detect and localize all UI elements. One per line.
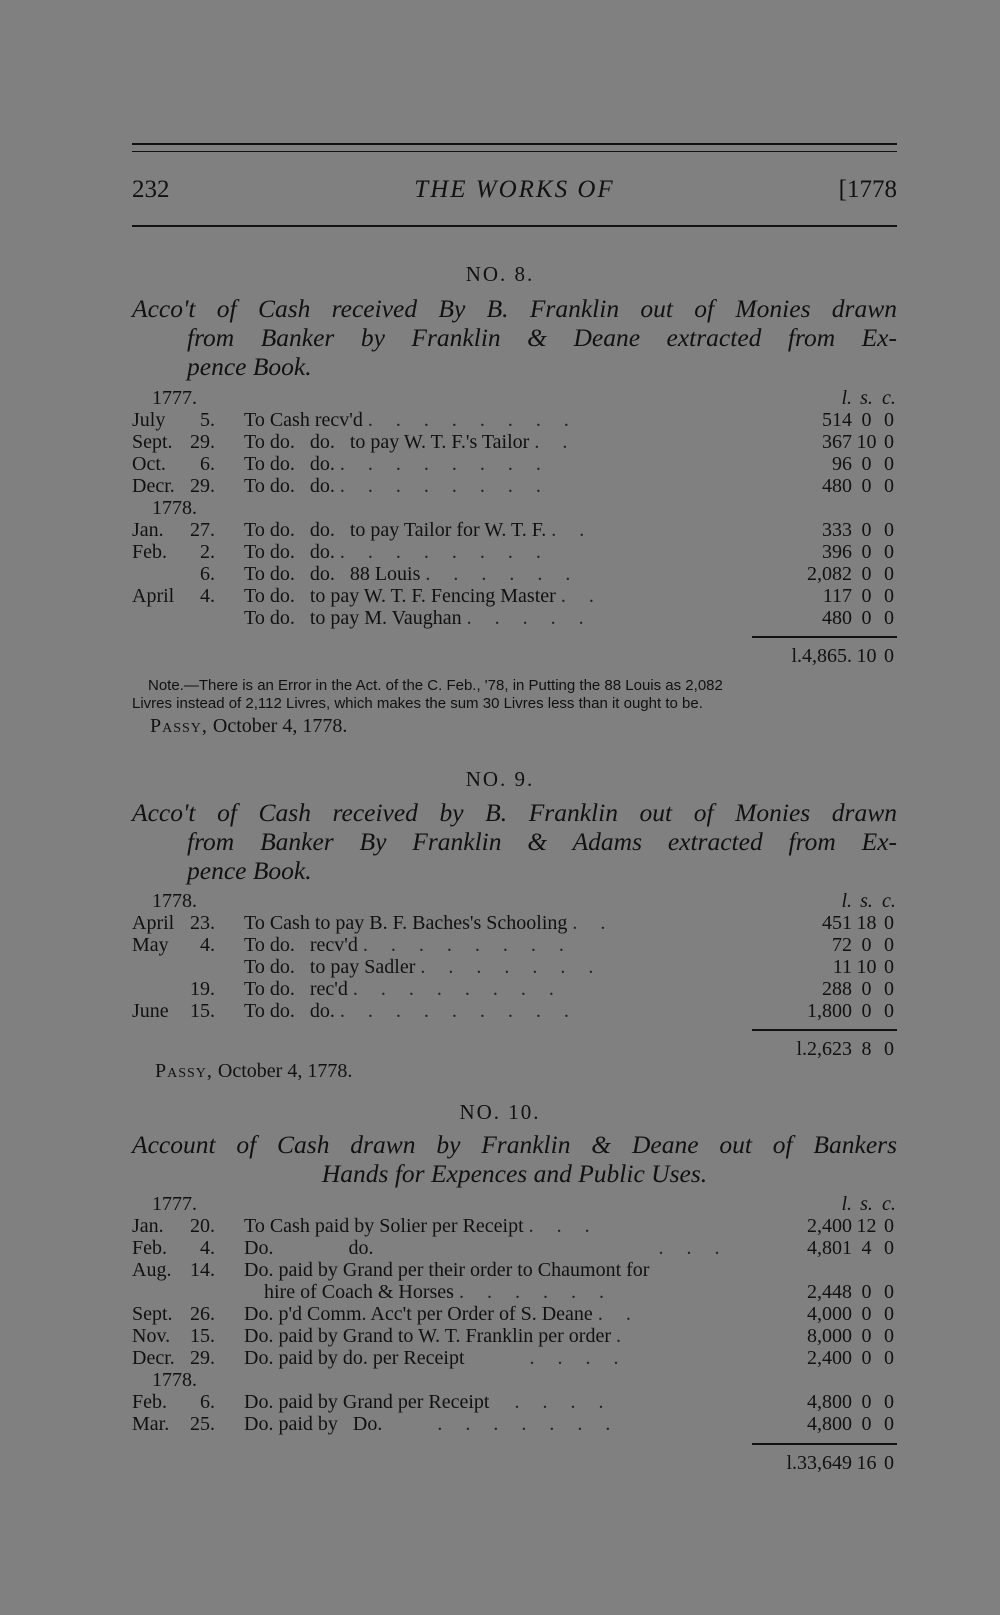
title-line: Hands for Expences and Public Uses. xyxy=(321,1159,708,1188)
amount-deniers: 0 xyxy=(884,1215,894,1237)
entry-to: Do. xyxy=(244,1237,274,1259)
date-text: October 4, 1778. xyxy=(217,1060,353,1082)
ledger-row xyxy=(132,431,897,453)
amount-deniers: 0 xyxy=(884,519,894,541)
entry-to: Do. xyxy=(244,1347,274,1369)
entry-day: 6. xyxy=(200,453,215,475)
amount-deniers: 0 xyxy=(884,1413,894,1435)
ledger-row xyxy=(132,934,897,956)
amount-deniers: 0 xyxy=(884,1281,894,1303)
amount-livres: 2,400 xyxy=(807,1215,852,1237)
entry-day: 6. xyxy=(200,1391,215,1413)
amount-deniers: 0 xyxy=(884,475,894,497)
ledger-row xyxy=(132,453,897,475)
section-title xyxy=(132,294,897,381)
amount-livres: 4,000 xyxy=(807,1303,852,1325)
total-livres: l.4,865. xyxy=(791,645,852,667)
entry-month: June xyxy=(132,1000,169,1022)
entry-to: To xyxy=(244,519,265,541)
entry-to: To xyxy=(244,934,265,956)
entry-day: 29. xyxy=(190,431,215,453)
ledger-row xyxy=(132,1215,897,1237)
entry-desc: paid by Grand per their order to Chaumont for xyxy=(278,1259,650,1281)
leader-dots: . . xyxy=(572,912,615,934)
top-rule xyxy=(132,143,897,145)
entry-month: Decr. xyxy=(132,475,175,497)
ledger-row xyxy=(132,1347,897,1369)
amount-livres: 396 xyxy=(822,541,852,563)
footnote xyxy=(132,677,897,713)
entry-desc: do. rec'd xyxy=(269,978,348,1000)
entry-day: 29. xyxy=(190,1347,215,1369)
amount-livres: 117 xyxy=(822,585,852,607)
amount-deniers: 0 xyxy=(884,1325,894,1347)
col-deniers: c. xyxy=(882,890,896,912)
amount-sous: 0 xyxy=(861,541,872,563)
col-livres: l. xyxy=(841,387,852,409)
entry-month: Oct. xyxy=(132,453,166,475)
amount-livres: 11 xyxy=(832,956,852,978)
amount-sous: 0 xyxy=(861,585,872,607)
entry-to: Do. xyxy=(244,1325,274,1347)
entry-to: To xyxy=(244,912,265,934)
entry-to: Do. xyxy=(244,1391,274,1413)
leader-dots: . . . . . . . . xyxy=(362,934,573,956)
amount-deniers: 0 xyxy=(884,1347,894,1369)
leader-dots: . . . . . . . xyxy=(420,956,603,978)
running-title: THE WORKS OF xyxy=(414,176,615,203)
amount-livres: 2,448 xyxy=(807,1281,852,1303)
entry-month: July xyxy=(132,409,166,431)
year-label: 1777. xyxy=(152,387,197,409)
amount-deniers: 0 xyxy=(884,563,894,585)
entry-month: Nov. xyxy=(132,1325,171,1347)
year-label: 1778. xyxy=(152,1369,197,1391)
ledger-row xyxy=(132,1303,897,1325)
entry-desc: Cash recv'd xyxy=(269,409,363,431)
leader-dots: . . . . . . . . . xyxy=(339,1000,578,1022)
leader-dots: . . . . . . . . xyxy=(339,475,550,497)
amount-livres: 288 xyxy=(822,978,852,1000)
entry-day: 14. xyxy=(190,1259,215,1281)
amount-livres: 480 xyxy=(822,475,852,497)
entry-month: Mar. xyxy=(132,1413,170,1435)
entry-to: To xyxy=(244,541,265,563)
leader-dots: . xyxy=(615,1325,630,1347)
entry-to: Do. xyxy=(244,1303,274,1325)
entry-desc: do. to pay M. Vaughan xyxy=(269,607,462,629)
entry-day: 19. xyxy=(190,978,215,1000)
title-line: pence Book. xyxy=(187,856,312,885)
entry-day: 15. xyxy=(190,1325,215,1347)
ledger-row xyxy=(132,585,897,607)
title-line: Acco't of Cash received by B. Franklin out of Monies drawn xyxy=(132,798,897,827)
entry-to: To xyxy=(244,431,265,453)
amount-sous: 0 xyxy=(861,1347,872,1369)
entry-day: 29. xyxy=(190,475,215,497)
total-sous: 16 xyxy=(856,1452,877,1474)
entry-desc: do. do. to pay Tailor for W. T. F. xyxy=(269,519,547,541)
leader-dots: . . xyxy=(560,585,603,607)
entry-month: Jan. xyxy=(132,1215,164,1237)
amount-sous: 0 xyxy=(861,1391,872,1413)
entry-desc: do. xyxy=(348,1237,374,1259)
ledger-column-header xyxy=(132,1193,897,1215)
entry-to: To xyxy=(244,585,265,607)
entry-month: Feb. xyxy=(132,1237,167,1259)
leader-dots: . . . . . . . . xyxy=(339,541,550,563)
entry-day: 20. xyxy=(190,1215,215,1237)
top-rule-thin xyxy=(132,151,897,152)
total-sous: 10 xyxy=(856,645,877,667)
entry-desc: hire of Coach & Horses xyxy=(264,1281,454,1303)
entry-desc: paid by Grand to W. T. Franklin per order xyxy=(278,1325,611,1347)
amount-sous: 0 xyxy=(861,934,872,956)
entry-month: April xyxy=(132,912,175,934)
place-name: Passy, xyxy=(155,1060,213,1082)
amount-sous: 0 xyxy=(861,475,872,497)
entry-to: Do. xyxy=(244,1259,274,1281)
amount-livres: 2,400 xyxy=(807,1347,852,1369)
entry-to: To xyxy=(244,1000,265,1022)
sum-rule xyxy=(752,1029,897,1031)
entry-month: Feb. xyxy=(132,1391,167,1413)
amount-livres: 96 xyxy=(832,453,852,475)
place-name: Passy, xyxy=(150,715,208,737)
ledger-row xyxy=(132,1000,897,1022)
entry-desc: do. do. xyxy=(269,475,335,497)
amount-sous: 0 xyxy=(861,1000,872,1022)
title-line: Acco't of Cash received By B. Franklin out of Monies drawn xyxy=(132,294,897,323)
entry-month: Aug. xyxy=(132,1259,172,1281)
header-rule xyxy=(132,225,897,227)
ledger-row xyxy=(132,1391,897,1413)
entry-month: Decr. xyxy=(132,1347,175,1369)
col-sous: s. xyxy=(860,387,873,409)
amount-livres: 4,800 xyxy=(807,1391,852,1413)
amount-deniers: 0 xyxy=(884,1303,894,1325)
leader-dots: . . . . . . . . xyxy=(339,453,550,475)
amount-deniers: 0 xyxy=(884,978,894,1000)
entry-to: To xyxy=(244,563,265,585)
ledger-row xyxy=(132,1413,897,1435)
leader-dots: . . . . . . xyxy=(425,563,580,585)
entry-desc: do. do. xyxy=(269,541,335,563)
year-label: 1777. xyxy=(152,1193,197,1215)
ledger-row xyxy=(132,1237,897,1259)
amount-livres: 8,000 xyxy=(807,1325,852,1347)
leader-dots: . . . . xyxy=(529,1347,628,1369)
ledger-row xyxy=(132,956,897,978)
ledger-row xyxy=(132,607,897,629)
entry-to: To xyxy=(244,409,265,431)
ledger-column-header xyxy=(132,387,897,409)
entry-to: To xyxy=(244,607,265,629)
col-sous: s. xyxy=(860,1193,873,1215)
amount-deniers: 0 xyxy=(884,1000,894,1022)
entry-desc: Cash to pay B. F. Baches's Schooling xyxy=(269,912,568,934)
ledger-row xyxy=(132,519,897,541)
amount-sous: 0 xyxy=(861,519,872,541)
leader-dots: . . . . xyxy=(514,1391,613,1413)
entry-to: To xyxy=(244,978,265,1000)
entry-day: 4. xyxy=(200,585,215,607)
footnote-line: Livres instead of 2,112 Livres, which makes the sum 30 Livres less than it ought to be. xyxy=(132,695,703,712)
entry-day: 23. xyxy=(190,912,215,934)
amount-sous: 0 xyxy=(861,1413,872,1435)
entry-day: 27. xyxy=(190,519,215,541)
total-deniers: 0 xyxy=(884,645,894,667)
amount-deniers: 0 xyxy=(884,607,894,629)
col-sous: s. xyxy=(860,890,873,912)
amount-deniers: 0 xyxy=(884,956,894,978)
amount-sous: 10 xyxy=(856,431,877,453)
year-label: 1778. xyxy=(152,497,197,519)
ledger-year-row xyxy=(132,497,897,519)
page-number: 232 xyxy=(132,176,170,203)
entry-desc: do. recv'd xyxy=(269,934,358,956)
leader-dots: . . . . . . . . xyxy=(367,409,578,431)
year-label: 1778. xyxy=(152,890,197,912)
ledger-row xyxy=(132,409,897,431)
amount-sous: 0 xyxy=(861,1303,872,1325)
sum-rule xyxy=(752,1443,897,1445)
leader-dots: . . . xyxy=(528,1215,599,1237)
entry-day: 26. xyxy=(190,1303,215,1325)
entry-desc: paid by Grand per Receipt xyxy=(278,1391,490,1413)
leader-dots: . . xyxy=(597,1303,640,1325)
col-livres: l. xyxy=(841,890,852,912)
ledger-total-row xyxy=(132,1452,897,1474)
section-title xyxy=(132,798,897,885)
ledger-row xyxy=(132,912,897,934)
total-livres: l.2,623 xyxy=(796,1038,852,1060)
entry-day: 25. xyxy=(190,1413,215,1435)
entry-desc: do. do. 88 Louis xyxy=(269,563,421,585)
col-deniers: c. xyxy=(882,1193,896,1215)
amount-sous: 0 xyxy=(861,563,872,585)
entry-desc: do. to pay W. T. F. Fencing Master xyxy=(269,585,556,607)
amount-deniers: 0 xyxy=(884,1237,894,1259)
entry-month: Feb. xyxy=(132,541,167,563)
ledger-row xyxy=(132,1259,897,1281)
amount-sous: 4 xyxy=(861,1237,872,1259)
entry-day: 4. xyxy=(200,934,215,956)
amount-livres: 333 xyxy=(822,519,852,541)
entry-desc: Cash paid by Solier per Receipt xyxy=(269,1215,524,1237)
ledger-row xyxy=(132,541,897,563)
entry-desc: do. do. to pay W. T. F.'s Tailor xyxy=(269,431,530,453)
ledger-row xyxy=(132,475,897,497)
amount-livres: 451 xyxy=(822,912,852,934)
amount-deniers: 0 xyxy=(884,453,894,475)
col-deniers: c. xyxy=(882,387,896,409)
title-line: from Banker by Franklin & Deane extracted from Ex- xyxy=(187,323,897,352)
amount-sous: 12 xyxy=(856,1215,877,1237)
running-header xyxy=(132,176,897,212)
entry-to: To xyxy=(244,453,265,475)
amount-livres: 2,082 xyxy=(807,563,852,585)
total-livres: l.33,649 xyxy=(786,1452,852,1474)
ledger-year-row xyxy=(132,1369,897,1391)
amount-sous: 0 xyxy=(861,607,872,629)
entry-month: Jan. xyxy=(132,519,164,541)
entry-desc: paid by Do. xyxy=(278,1413,383,1435)
section-number: NO. 10. xyxy=(459,1100,541,1124)
amount-sous: 10 xyxy=(856,956,877,978)
amount-livres: 514 xyxy=(822,409,852,431)
ledger-row xyxy=(132,978,897,1000)
title-line: from Banker By Franklin & Adams extracted from Ex- xyxy=(187,827,897,856)
entry-desc: do. to pay Sadler xyxy=(269,956,416,978)
total-deniers: 0 xyxy=(884,1452,894,1474)
amount-livres: 1,800 xyxy=(807,1000,852,1022)
section-number: NO. 9. xyxy=(465,767,535,791)
amount-livres: 4,800 xyxy=(807,1413,852,1435)
amount-deniers: 0 xyxy=(884,1391,894,1413)
entry-day: 2. xyxy=(200,541,215,563)
entry-desc: do. do. xyxy=(269,453,335,475)
amount-sous: 0 xyxy=(861,1281,872,1303)
total-deniers: 0 xyxy=(884,1038,894,1060)
amount-deniers: 0 xyxy=(884,934,894,956)
ledger-row xyxy=(132,563,897,585)
title-line: Account of Cash drawn by Franklin & Deane out of Bankers xyxy=(132,1130,897,1159)
col-livres: l. xyxy=(841,1193,852,1215)
amount-livres: 367 xyxy=(822,431,852,453)
running-year: [1778 xyxy=(838,176,897,203)
entry-to: To xyxy=(244,475,265,497)
entry-to: To xyxy=(244,1215,265,1237)
amount-deniers: 0 xyxy=(884,585,894,607)
amount-sous: 18 xyxy=(856,912,877,934)
amount-sous: 0 xyxy=(861,409,872,431)
entry-desc: p'd Comm. Acc't per Order of S. Deane xyxy=(278,1303,593,1325)
entry-item xyxy=(244,1259,873,1281)
entry-day: 15. xyxy=(190,1000,215,1022)
entry-day: 4. xyxy=(200,1237,215,1259)
amount-deniers: 0 xyxy=(884,409,894,431)
leader-dots: . . . . . . xyxy=(458,1281,613,1303)
ledger-row xyxy=(132,1325,897,1347)
place-date xyxy=(155,1060,352,1083)
entry-day: 6. xyxy=(200,563,215,585)
leader-dots: . . . . . xyxy=(466,607,593,629)
leader-dots: . . xyxy=(534,431,577,453)
sum-rule xyxy=(752,636,897,638)
place-date xyxy=(150,715,347,738)
date-text: October 4, 1778. xyxy=(212,715,348,737)
entry-month: Sept. xyxy=(132,431,173,453)
section-number: NO. 8. xyxy=(465,262,535,286)
leader-dots: . . . . . . . . xyxy=(352,978,563,1000)
entry-desc: do. do. xyxy=(269,1000,335,1022)
section-title xyxy=(132,1130,897,1188)
ledger-row-continued xyxy=(132,1281,897,1303)
amount-deniers: 0 xyxy=(884,912,894,934)
amount-livres: 480 xyxy=(822,607,852,629)
entry-month: Sept. xyxy=(132,1303,173,1325)
ledger-total-row xyxy=(132,645,897,667)
title-line: pence Book. xyxy=(187,352,312,381)
total-sous: 8 xyxy=(861,1038,872,1060)
amount-deniers: 0 xyxy=(884,431,894,453)
entry-day: 5. xyxy=(200,409,215,431)
amount-sous: 0 xyxy=(861,1325,872,1347)
ledger-column-header xyxy=(132,890,897,912)
leader-dots: . . . . . . . xyxy=(437,1413,620,1435)
amount-livres: 72 xyxy=(832,934,852,956)
amount-sous: 0 xyxy=(861,978,872,1000)
entry-to: To xyxy=(244,956,265,978)
amount-livres: 4,801 xyxy=(807,1237,852,1259)
footnote-line: Note.—There is an Error in the Act. of the C. Feb., '78, in Putting the 88 Louis as 2,082 xyxy=(148,677,723,694)
leader-dots: . . . xyxy=(658,1237,729,1259)
ledger-total-row xyxy=(132,1038,897,1060)
leader-dots: . . xyxy=(551,519,594,541)
amount-deniers: 0 xyxy=(884,541,894,563)
amount-sous: 0 xyxy=(861,453,872,475)
entry-month: April xyxy=(132,585,175,607)
entry-month: May xyxy=(132,934,169,956)
entry-to: Do. xyxy=(244,1413,274,1435)
entry-desc: paid by do. per Receipt xyxy=(278,1347,465,1369)
